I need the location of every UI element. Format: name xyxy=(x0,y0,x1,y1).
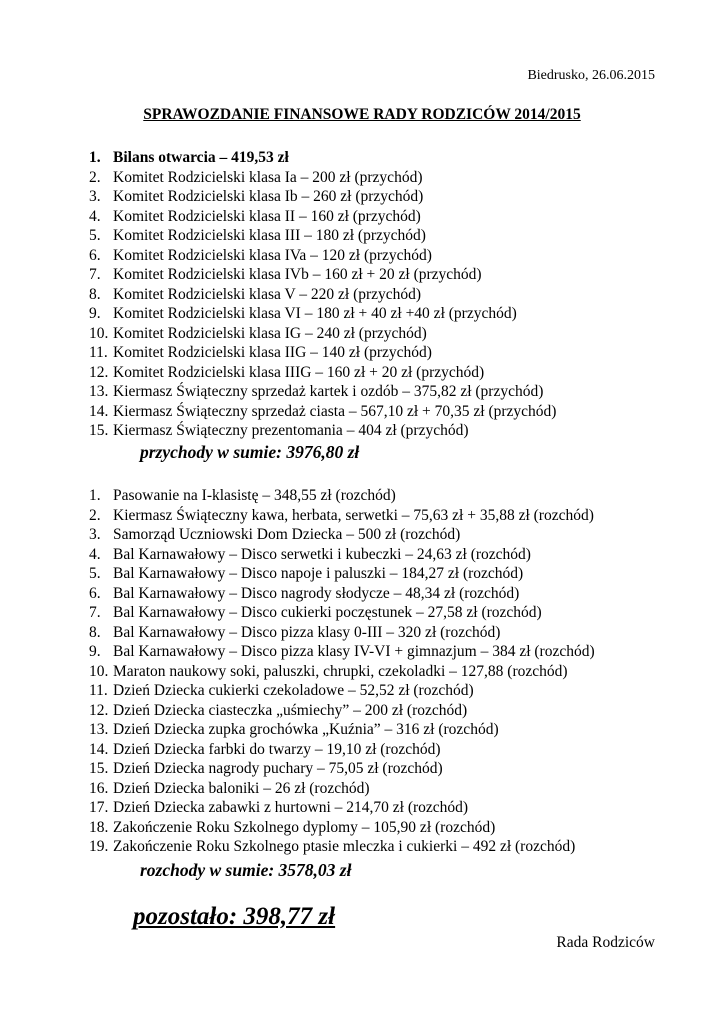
list-item xyxy=(89,525,595,545)
item-number: 11. xyxy=(89,682,108,699)
item-number: 3. xyxy=(89,188,101,205)
item-text: Komitet Rodzicielski klasa IIG – 140 zł (przychód) xyxy=(113,344,432,361)
item-number: 7. xyxy=(89,604,101,621)
list-item xyxy=(89,207,556,227)
item-text: Kiermasz Świąteczny sprzedaż ciasta – 567,10 zł + 70,35 zł (przychód) xyxy=(113,402,557,420)
item-number: 17. xyxy=(89,799,109,816)
signature: Rada Rodziców xyxy=(556,934,655,951)
item-text: Komitet Rodzicielski klasa IVb – 160 zł + 20 zł (przychód) xyxy=(113,266,482,283)
list-item xyxy=(89,662,595,682)
item-number: 2. xyxy=(89,506,101,524)
list-item xyxy=(89,304,556,324)
item-number: 15. xyxy=(89,422,109,439)
item-number: 13. xyxy=(89,721,109,738)
item-number: 16. xyxy=(89,779,109,797)
item-number: 1. xyxy=(89,149,101,166)
item-number: 15. xyxy=(89,760,109,777)
list-item xyxy=(89,168,556,188)
item-text: Bal Karnawałowy – Disco napoje i paluszki – 184,27 zł (rozchód) xyxy=(113,565,524,582)
item-number: 3. xyxy=(89,526,101,543)
list-item xyxy=(89,506,595,526)
item-text: Pasowanie na I-klasistę – 348,55 zł (rozchód) xyxy=(113,487,396,504)
item-text: Bal Karnawałowy – Disco pizza klasy IV-VI + gimnazjum – 384 zł (rozchód) xyxy=(113,643,595,660)
item-text: Zakończenie Roku Szkolnego dyplomy – 105,90 zł (rozchód) xyxy=(113,818,496,836)
list-item xyxy=(89,382,556,402)
item-number: 1. xyxy=(89,487,101,504)
item-text: Komitet Rodzicielski klasa Ia – 200 zł (przychód) xyxy=(113,168,423,186)
item-number: 7. xyxy=(89,266,101,283)
item-text: Komitet Rodzicielski klasa IG – 240 zł (przychód) xyxy=(113,324,427,342)
list-item xyxy=(89,779,595,799)
item-text: Samorząd Uczniowski Dom Dziecka – 500 zł (rozchód) xyxy=(113,526,461,543)
item-text: Dzień Dziecka farbki do twarzy – 19,10 zł (rozchód) xyxy=(113,740,441,758)
list-item xyxy=(89,324,556,344)
list-item xyxy=(89,798,595,818)
item-number: 4. xyxy=(89,545,101,563)
document-title: SPRAWOZDANIE FINANSOWE RADY RODZICÓW 2014/2015 xyxy=(143,106,581,123)
list-item xyxy=(89,285,556,305)
list-item xyxy=(89,623,595,643)
item-text: Kiermasz Świąteczny kawa, herbata, serwetki – 75,63 zł + 35,88 zł (rozchód) xyxy=(113,506,594,524)
list-item xyxy=(89,759,595,779)
list-item xyxy=(89,564,595,584)
item-number: 13. xyxy=(89,383,109,400)
list-item xyxy=(89,246,556,266)
list-item xyxy=(89,681,595,701)
item-text: Kiermasz Świąteczny prezentomania – 404 zł (przychód) xyxy=(113,422,469,439)
list-item xyxy=(89,603,595,623)
item-number: 10. xyxy=(89,324,109,342)
list-item xyxy=(89,642,595,662)
list-item xyxy=(89,740,595,760)
item-text: Kiermasz Świąteczny sprzedaż kartek i ozdób – 375,82 zł (przychód) xyxy=(113,383,544,400)
list-item xyxy=(89,818,595,838)
income-list xyxy=(89,148,556,441)
item-number: 2. xyxy=(89,168,101,186)
item-number: 14. xyxy=(89,740,109,758)
item-number: 8. xyxy=(89,285,101,303)
item-text: Bal Karnawałowy – Disco pizza klasy 0-III – 320 zł (rozchód) xyxy=(113,623,501,641)
item-number: 18. xyxy=(89,818,109,836)
remaining-balance: pozostało: 398,77 zł xyxy=(133,903,336,930)
expense-list xyxy=(89,486,595,857)
list-item xyxy=(89,701,595,721)
item-text: Dzień Dziecka nagrody puchary – 75,05 zł (rozchód) xyxy=(113,760,443,777)
list-item xyxy=(89,148,556,168)
list-item xyxy=(89,584,595,604)
item-text: Komitet Rodzicielski klasa III – 180 zł (przychód) xyxy=(113,227,426,244)
list-item xyxy=(89,486,595,506)
item-text: Dzień Dziecka ciasteczka „uśmiechy” – 200 zł (rozchód) xyxy=(113,701,468,719)
list-item xyxy=(89,265,556,285)
item-number: 6. xyxy=(89,246,101,264)
list-item xyxy=(89,343,556,363)
item-text: Komitet Rodzicielski klasa VI – 180 zł + 40 zł +40 zł (przychód) xyxy=(113,305,517,322)
expense-sum: rozchody w sumie: 3578,03 zł xyxy=(140,860,352,880)
item-number: 12. xyxy=(89,701,109,719)
item-text: Komitet Rodzicielski klasa Ib – 260 zł (przychód) xyxy=(113,188,424,205)
item-number: 9. xyxy=(89,305,101,322)
item-text: Komitet Rodzicielski klasa IIIG – 160 zł + 20 zł (przychód) xyxy=(113,363,485,381)
list-item xyxy=(89,837,595,857)
item-text: Komitet Rodzicielski klasa II – 160 zł (przychód) xyxy=(113,207,421,225)
item-text: Dzień Dziecka zupka grochówka „Kuźnia” – 316 zł (rozchód) xyxy=(113,721,499,738)
item-number: 12. xyxy=(89,363,109,381)
item-number: 6. xyxy=(89,584,101,602)
item-number: 19. xyxy=(89,838,109,855)
item-number: 9. xyxy=(89,643,101,660)
income-sum: przychody w sumie: 3976,80 zł xyxy=(140,442,360,462)
item-number: 5. xyxy=(89,227,101,244)
list-item xyxy=(89,402,556,422)
item-number: 14. xyxy=(89,402,109,420)
item-number: 5. xyxy=(89,565,101,582)
item-number: 11. xyxy=(89,344,108,361)
date-line: Biedrusko, 26.06.2015 xyxy=(527,68,655,83)
item-text: Komitet Rodzicielski klasa IVa – 120 zł (przychód) xyxy=(113,246,432,264)
item-text: Komitet Rodzicielski klasa V – 220 zł (przychód) xyxy=(113,285,422,303)
item-text: Dzień Dziecka zabawki z hurtowni – 214,70 zł (rozchód) xyxy=(113,799,469,816)
item-number: 10. xyxy=(89,662,109,680)
list-item xyxy=(89,363,556,383)
list-item xyxy=(89,545,595,565)
item-text: Maraton naukowy soki, paluszki, chrupki, czekoladki – 127,88 (rozchód) xyxy=(113,662,568,680)
item-text: Zakończenie Roku Szkolnego ptasie mleczka i cukierki – 492 zł (rozchód) xyxy=(113,838,576,855)
item-text: Bal Karnawałowy – Disco nagrody słodycze – 48,34 zł (rozchód) xyxy=(113,584,520,602)
item-text: Dzień Dziecka baloniki – 26 zł (rozchód) xyxy=(113,779,370,797)
list-item xyxy=(89,187,556,207)
list-item xyxy=(89,720,595,740)
item-number: 4. xyxy=(89,207,101,225)
item-text: Bilans otwarcia – 419,53 zł xyxy=(113,149,289,166)
list-item xyxy=(89,226,556,246)
item-text: Bal Karnawałowy – Disco cukierki poczęstunek – 27,58 zł (rozchód) xyxy=(113,604,542,621)
item-number: 8. xyxy=(89,623,101,641)
item-text: Dzień Dziecka cukierki czekoladowe – 52,52 zł (rozchód) xyxy=(113,682,474,699)
list-item xyxy=(89,421,556,441)
item-text: Bal Karnawałowy – Disco serwetki i kubeczki – 24,63 zł (rozchód) xyxy=(113,545,531,563)
